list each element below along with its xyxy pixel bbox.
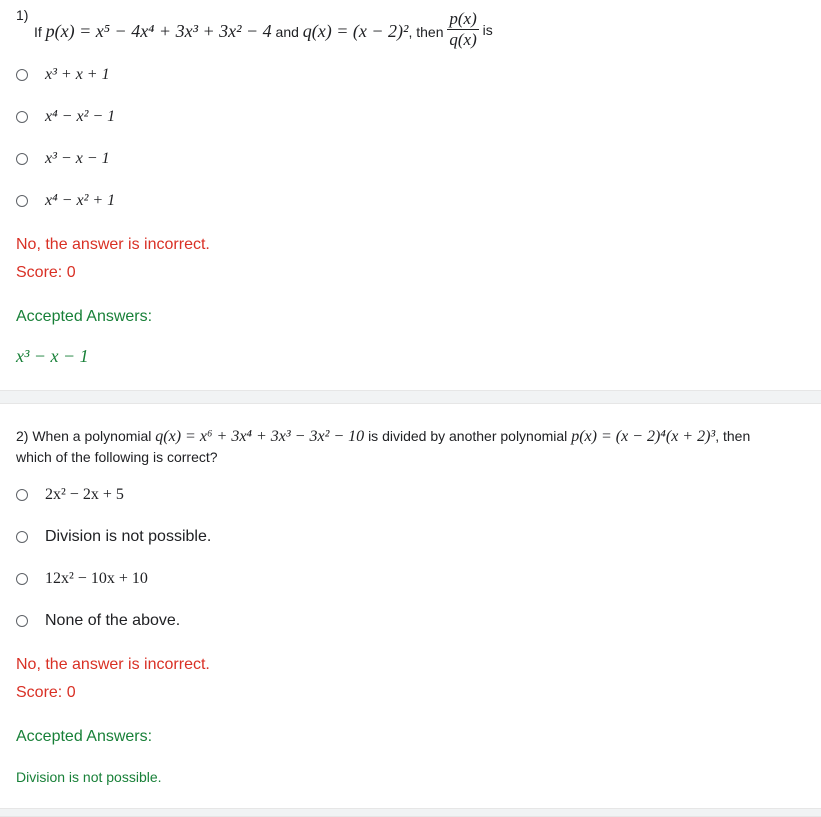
option-4[interactable]	[16, 189, 115, 213]
option-3[interactable]	[16, 147, 110, 171]
option-1[interactable]	[16, 483, 124, 507]
prompt-start: When a polynomial	[32, 428, 152, 444]
radio-button[interactable]	[16, 195, 28, 207]
question-prompt-line-2: which of the following is correct?	[16, 449, 218, 465]
option-2[interactable]	[16, 525, 211, 549]
option-label: x⁴ − x² + 1	[45, 192, 116, 209]
accepted-answers-label: Accepted Answers:	[16, 308, 153, 325]
option-label: x³ + x + 1	[45, 66, 110, 83]
prompt-is: is	[482, 22, 493, 39]
accepted-answer: x³ − x − 1	[16, 346, 89, 366]
fraction-denominator: q(x)	[449, 30, 477, 49]
radio-button[interactable]	[16, 69, 28, 81]
prompt-then: , then	[715, 428, 751, 444]
question-prompt	[34, 9, 493, 53]
feedback-incorrect: No, the answer is incorrect.	[16, 656, 210, 673]
option-label: x⁴ − x² − 1	[45, 108, 116, 125]
radio-button[interactable]	[16, 615, 28, 627]
option-label: Division is not possible.	[45, 528, 212, 545]
question-card-2	[0, 404, 821, 808]
radio-button[interactable]	[16, 489, 28, 501]
radio-button[interactable]	[16, 531, 28, 543]
question-card-1	[0, 0, 821, 390]
question-separator	[0, 390, 821, 404]
p-definition: p(x) = x⁵ − 4x⁴ + 3x³ + 3x² − 4	[45, 21, 272, 42]
score-text: Score: 0	[16, 684, 76, 701]
prompt-and: and	[275, 24, 299, 41]
p-definition: p(x) = (x − 2)⁴(x + 2)³	[571, 428, 716, 445]
accepted-answers-label: Accepted Answers:	[16, 728, 153, 745]
option-3[interactable]	[16, 567, 148, 591]
option-4[interactable]	[16, 609, 180, 633]
option-label: x³ − x − 1	[45, 150, 110, 167]
option-label: 12x² − 10x + 10	[45, 570, 148, 587]
option-label: None of the above.	[45, 612, 181, 629]
accepted-answer: Division is not possible.	[16, 769, 162, 785]
feedback-incorrect: No, the answer is incorrect.	[16, 236, 210, 253]
radio-button[interactable]	[16, 111, 28, 123]
prompt-if: If	[34, 24, 42, 41]
q-definition: q(x) = x⁶ + 3x⁴ + 3x³ − 3x² − 10	[155, 428, 365, 445]
radio-button[interactable]	[16, 573, 28, 585]
question-prompt	[16, 426, 750, 447]
option-2[interactable]	[16, 105, 115, 129]
fraction	[447, 10, 478, 49]
question-separator	[0, 808, 821, 817]
question-number: 1)	[16, 7, 29, 23]
q-definition: q(x) = (x − 2)²	[302, 21, 409, 42]
question-number: 2)	[16, 428, 29, 444]
score-text: Score: 0	[16, 264, 76, 281]
prompt-then: , then	[408, 24, 444, 41]
option-label: 2x² − 2x + 5	[45, 486, 124, 503]
fraction-numerator: p(x)	[449, 9, 477, 28]
prompt-mid: is divided by another polynomial	[368, 428, 568, 444]
option-1[interactable]	[16, 63, 110, 87]
radio-button[interactable]	[16, 153, 28, 165]
